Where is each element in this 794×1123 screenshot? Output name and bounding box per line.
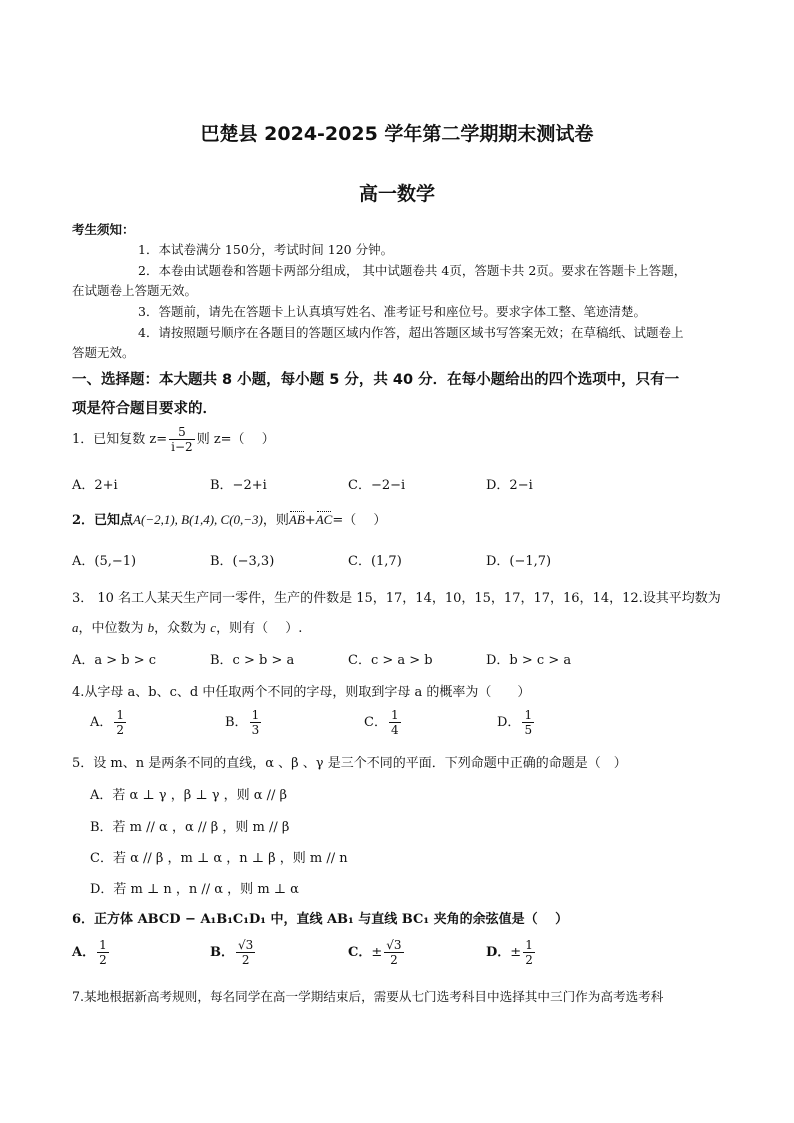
q6-option-a-frac — [97, 938, 109, 967]
q3-option-c: C．c > a > b — [348, 653, 433, 668]
q6-option-d-frac — [523, 938, 535, 967]
q6-option-c-den: 2 — [390, 953, 398, 967]
q4-option-b-den: 3 — [251, 723, 260, 737]
q6-option-b-label: B． — [210, 945, 234, 960]
q4-option-a-frac — [114, 708, 126, 737]
exam-title: 巴楚县 2024-2025 学年第二学期期末测试卷 — [200, 123, 594, 145]
notice-item-4: 4．请按照题号顺序在各题目的答题区域内作答，超出答题区域书写答案无效；在草稿纸、试题卷上 — [138, 325, 684, 340]
notice-heading: 考生须知： — [72, 222, 135, 237]
q3-option-b: B．c > b > a — [210, 653, 295, 668]
q2-prefix: 2．已知点 — [72, 513, 134, 528]
q4-option-b — [225, 708, 263, 737]
q6-option-b-den: 2 — [241, 953, 250, 967]
question-1 — [72, 425, 275, 454]
q6-option-b — [210, 938, 257, 967]
q4-option-c — [364, 708, 403, 737]
q1-numerator: 5 — [169, 425, 195, 440]
q5-option-c: C．若 α // β ，m ⊥ α ，n ⊥ β ，则 m // n — [90, 851, 348, 866]
q2-suffix: =（ ） — [332, 513, 387, 528]
q4-option-b-label: B． — [225, 715, 248, 730]
q2-mid: ，则 — [262, 513, 289, 528]
q6-option-a-num: 1 — [99, 938, 107, 952]
q4-option-c-frac — [389, 708, 401, 737]
q6-option-c-num: √3 — [386, 938, 402, 952]
q1-option-b: B．−2+i — [210, 478, 267, 493]
q3-option-d: D．b > c > a — [486, 653, 572, 668]
notice-item-2-cont: 在试题卷上答题无效。 — [72, 283, 198, 298]
section-heading-line2: 项是符合题目要求的． — [72, 401, 217, 417]
q6-option-a-den: 2 — [99, 953, 107, 967]
q4-option-d-frac — [522, 708, 534, 737]
q6-option-a-label: A． — [72, 945, 96, 960]
q1-option-c: C．−2−i — [348, 478, 406, 493]
q2-plus: + — [304, 513, 316, 528]
q1-prefix: 1．已知复数 z= — [72, 432, 168, 447]
q1-option-d: D．2−i — [486, 478, 533, 493]
notice-item-3: 3．答题前，请先在答题卡上认真填写姓名、准考证号和座位号。要求字体工整、笔迹清楚。 — [138, 304, 646, 319]
q2-option-c: C．(1,7) — [348, 554, 402, 569]
q4-option-b-frac — [250, 708, 262, 737]
q5-option-b: B．若 m // α ，α // β ，则 m // β — [90, 820, 290, 835]
q6-option-b-num: √3 — [238, 938, 254, 952]
q6-option-c-label: C． — [348, 945, 372, 960]
q2-option-a: A．(5,−1) — [72, 554, 137, 569]
question-3-line1: 3． 10 名工人某天生产同一零件，生产的件数是 15，17，14，10，15，17，17，16，14，12.设其平均数为 — [72, 591, 721, 606]
q3-text-end: ，则有（ ）. — [216, 621, 303, 636]
q5-option-a: A．若 α ⊥ γ ，β ⊥ γ ，则 α // β — [90, 788, 288, 803]
q6-option-b-frac — [236, 938, 255, 967]
q4-option-d-num: 1 — [524, 708, 533, 722]
q4-option-a-num: 1 — [116, 708, 125, 722]
q6-option-c-pm: ± — [371, 945, 383, 960]
q6-option-a — [72, 938, 111, 967]
q3-b: b — [147, 620, 155, 635]
q2-vector-ab: AB — [288, 512, 305, 527]
exam-subject: 高一数学 — [358, 183, 435, 205]
q3-text-median: ，中位数为 — [78, 621, 148, 636]
q4-option-c-num: 1 — [390, 708, 399, 722]
q3-c: c — [210, 620, 217, 635]
q1-suffix: 则 z=（ ） — [196, 432, 275, 447]
question-4: 4.从字母 a、b、c、d 中任取两个不同的字母，则取到字母 a 的概率为（ ） — [72, 685, 531, 700]
q6-option-c — [348, 938, 406, 967]
q4-option-d-label: D． — [497, 715, 521, 730]
question-6: 6．正方体 ABCD − A₁B₁C₁D₁ 中，直线 AB₁ 与直线 BC₁ 夹角的余弦值是（ ） — [72, 912, 569, 927]
notice-item-1: 1．本试卷满分 150分，考试时间 120 分钟。 — [138, 242, 394, 257]
q2-vector-ac: AC — [315, 512, 333, 527]
q4-option-a — [90, 708, 128, 737]
question-7: 7.某地根据新高考规则，每名同学在高一学期结束后，需要从七门选考科目中选择其中三门作为高考选考科 — [72, 989, 664, 1004]
q4-option-b-num: 1 — [251, 708, 260, 722]
q6-option-d — [486, 938, 537, 967]
q1-option-a: A．2+i — [72, 478, 118, 493]
q6-option-d-pm: ± — [510, 945, 522, 960]
q5-option-d: D．若 m ⊥ n ，n // α ，则 m ⊥ α — [90, 882, 299, 897]
q4-option-c-den: 4 — [390, 723, 399, 737]
question-3-line2 — [72, 617, 302, 636]
q2-option-b: B．(−3,3) — [210, 554, 275, 569]
q1-denominator: i−2 — [171, 440, 193, 454]
q4-option-c-label: C． — [364, 715, 387, 730]
q6-option-d-label: D． — [486, 945, 511, 960]
q6-option-d-num: 1 — [525, 938, 533, 952]
q4-option-d-den: 5 — [524, 723, 533, 737]
q1-fraction — [169, 425, 195, 454]
question-5: 5．设 m、n 是两条不同的直线，α 、β 、γ 是三个不同的平面．下列命题中正确的命题是（ ） — [72, 756, 627, 771]
question-2 — [72, 509, 386, 528]
q2-points: A(−2,1), B(1,4), C(0,−3) — [133, 512, 263, 527]
notice-item-4-cont: 答题无效。 — [72, 345, 135, 360]
notice-item-2: 2．本卷由试题卷和答题卡两部分组成， 其中试题卷共 4页，答题卡共 2页。要求在答题卡上答题， — [138, 263, 687, 278]
q4-option-a-label: A． — [90, 715, 113, 730]
section-heading-line1: 一、选择题：本大题共 8 小题，每小题 5 分，共 40 分．在每小题给出的四个选项中，只有一 — [72, 372, 680, 388]
q2-option-d: D．(−1,7) — [486, 554, 552, 569]
q6-option-d-den: 2 — [525, 953, 533, 967]
q3-text-mode: ，众数为 — [154, 621, 211, 636]
q4-option-a-den: 2 — [116, 723, 125, 737]
q3-option-a: A．a > b > c — [72, 653, 157, 668]
q3-a: a — [72, 620, 79, 635]
q6-option-c-frac — [384, 938, 403, 967]
q4-option-d — [497, 708, 536, 737]
